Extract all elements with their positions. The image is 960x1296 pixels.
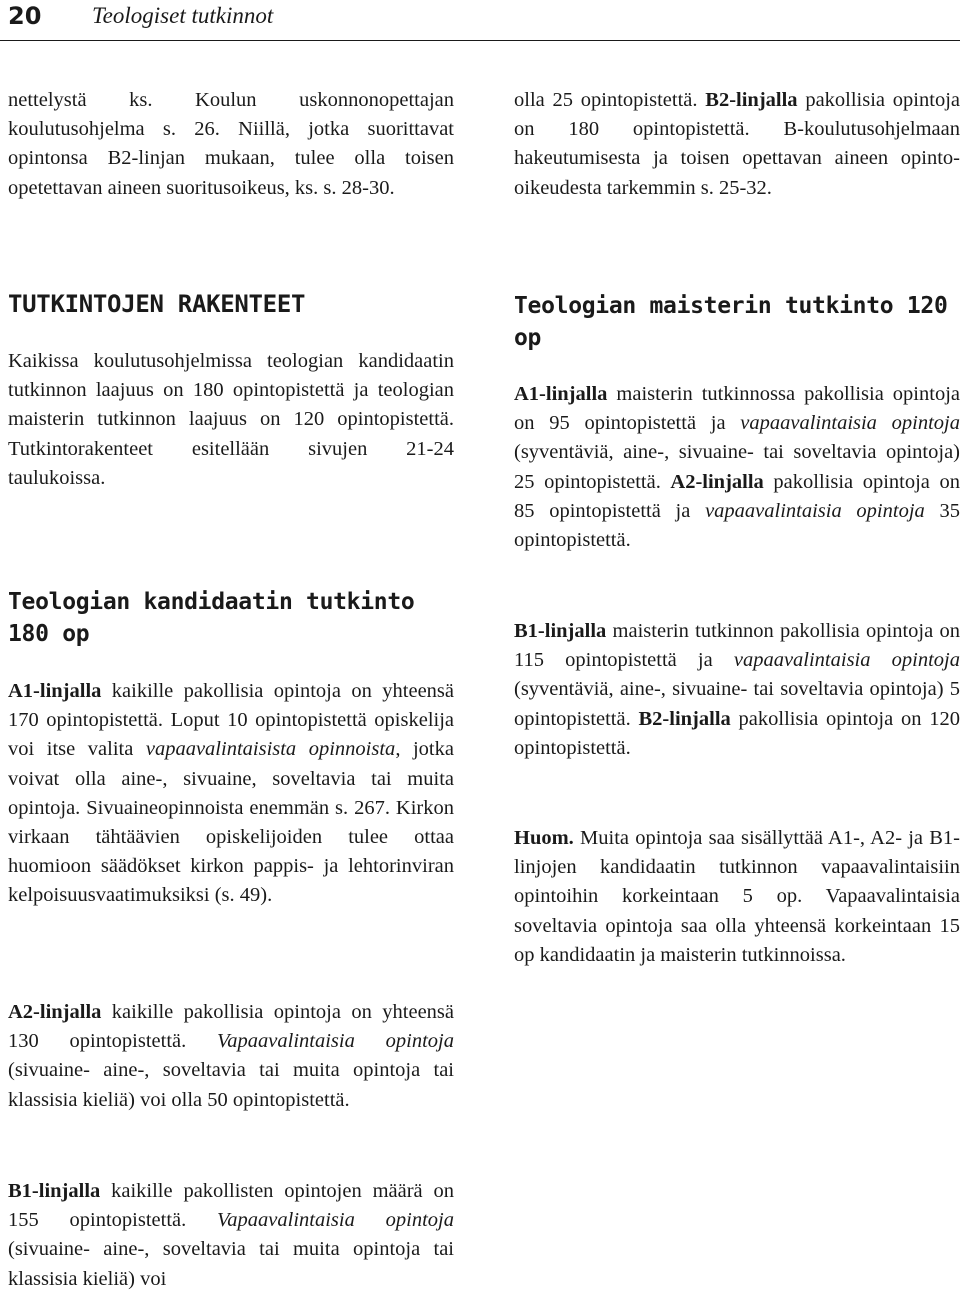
a-master-paragraph: A1-linjalla maisterin tutkinnossa pakollisia opintoja on 95 opintopistettä ja vapaavalintaisia opintoja (syventäviä, aine-, sivuaine- tai soveltavia opintoja) 25 opintopistettä. A2-linjalla pakollisia opintoja on 85 opintopistettä ja vapaavalintaisia opintoja 35 opintopistettä. xyxy=(514,383,960,552)
note-paragraph: Huom. Muita opintoja saa sisällyttää A1-, A2- ja B1-linjojen kandidaatin tutkinnon vapaavalintaisiin opintoihin korkeintaan 5 op. Vapaavalintaisia soveltavia opintoja saa olla yhteensä korkeintaan 15 op kandidaatin ja maisterin tutkinnoissa. xyxy=(514,827,960,966)
a2-bachelor-paragraph: A2-linjalla kaikille pakollisia opintoja on yhteensä 130 opintopistettä. Vapaavalintaisia opintoja (sivuaine- aine-, soveltavia tai muita opintoja tai klassisia kieliä) voi olla 50 opintopistettä. xyxy=(8,1001,454,1111)
continuation-paragraph: olla 25 opintopistettä. B2-linjalla pakollisia opintoja on 180 opintopistettä. B-koulutusohjelmaan hakeutumisesta ja toisen opettavan aineen opinto-oikeudesta tarkemmin s. 25-32. xyxy=(514,89,960,199)
header-rule xyxy=(0,40,960,41)
note-lead: Huom. xyxy=(514,827,574,849)
page-number: 20 xyxy=(8,2,42,30)
master-degree-heading: Teologian maisterin tutkinto 120 op xyxy=(514,293,948,351)
b-master-paragraph: B1-linjalla maisterin tutkinnon pakollisia opintoja on 115 opintopistettä ja vapaavalintaisia opintoja (syventäviä, aine-, sivuaine- tai soveltavia opintoja) 5 opintopistettä. B2-linjalla pakollisia opintoja on 120 opintopistettä. xyxy=(514,620,960,759)
running-title: Teologiset tutkinnot xyxy=(92,3,274,28)
section-heading: TUTKINTOJEN RAKENTEET xyxy=(8,290,306,318)
bachelor-degree-heading: Teologian kandidaatin tutkinto 180 op xyxy=(8,589,415,647)
b2-lead: B2-linjalla xyxy=(705,89,798,111)
intro-paragraph: nettelystä ks. Koulun uskonnonopettajan koulutusohjelma s. 26. Niillä, jotka suorittavat opintonsa B2-linjan mukaan, tulee olla toisen opetettavan aineen suoritusoikeus, ks. s. 28-30. xyxy=(8,89,454,199)
running-header xyxy=(0,0,960,42)
a1-bachelor-paragraph: A1-linjalla kaikille pakollisia opintoja on yhteensä 170 opintopistettä. Loput 10 opintopistettä opiskelija voi itse valita vapaavalintaisista opinnoista, jotka voivat olla aine-, sivuaine, soveltavia tai muita opintoja. Sivuaineopinnoista enemmän s. 267. Kirkon virkaan tähtäävien opiskelijoiden tulee ottaa huomioon säädökset kirkon pappis- ja lehtorinviran kelpoisuusvaatimuksiksi (s. 49). xyxy=(8,680,454,907)
a2-lead: A2-linjalla xyxy=(8,1001,102,1023)
b1-bachelor-paragraph: B1-linjalla kaikille pakollisten opintojen määrä on 155 opintopistettä. Vapaavalintaisia opintoja (sivuaine- aine-, soveltavia tai muita opintoja tai klassisia kieliä) voi xyxy=(8,1180,454,1290)
structures-paragraph: Kaikissa koulutusohjelmissa teologian kandidaatin tutkinnon laajuus on 180 opintopistettä ja teologian maisterin tutkinnon laajuus on 120 opintopistettä. Tutkintorakenteet esitellään sivujen 21-24 taulukoissa. xyxy=(8,350,454,489)
a1-lead: A1-linjalla xyxy=(8,680,102,702)
b1-lead: B1-linjalla xyxy=(8,1180,101,1202)
